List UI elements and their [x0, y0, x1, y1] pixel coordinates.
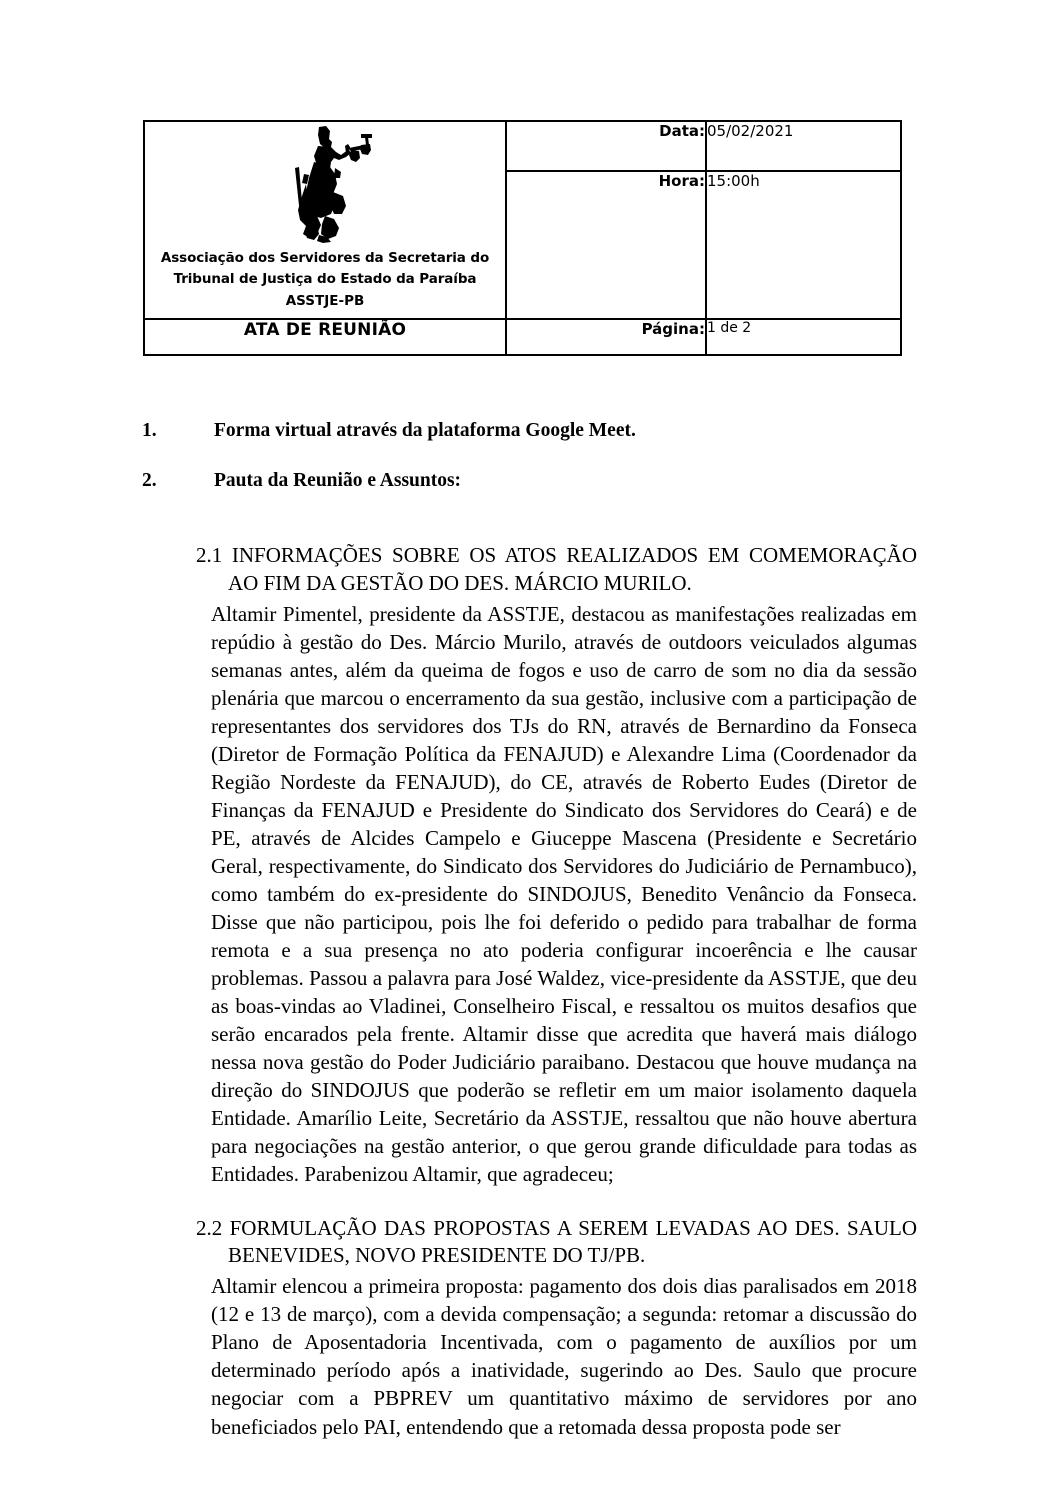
time-value: 15:00h — [706, 171, 901, 319]
item-number: 2. — [142, 470, 157, 491]
table-row — [144, 319, 901, 355]
organization-abbreviation: ASSTJE-PB — [285, 292, 365, 309]
justice-statue-logo-icon — [273, 122, 377, 244]
date-value: 05/02/2021 — [706, 121, 901, 171]
page-label: Página: — [506, 319, 706, 355]
page-value: 1 de 2 — [706, 319, 901, 355]
list-item — [0, 470, 1058, 492]
logo-cell — [144, 121, 506, 319]
item-text: Forma virtual através da plataforma Google Meet. — [214, 420, 636, 441]
time-label: Hora: — [506, 171, 706, 319]
organization-name-line1: Associação dos Servidores da Secretaria do — [160, 250, 490, 266]
section-heading-text: INFORMAÇÕES SOBRE OS ATOS REALIZADOS EM COMEMORAÇÃO AO FIM DA GESTÃO DO DES. MÁRCIO MURILO. — [228, 543, 917, 595]
organization-name-line2: Tribunal de Justiça do Estado da Paraíba — [173, 270, 477, 287]
document-body — [0, 420, 1058, 1441]
item-text: Pauta da Reunião e Assuntos: — [214, 470, 462, 491]
date-label: Data: — [506, 121, 706, 171]
section-body-2-1: Altamir Pimentel, presidente da ASSTJE, destacou as manifestações realizadas em repúdio à gestão do Des. Márcio Murilo, através de outdoors veiculados algumas semanas antes, além da queima de fogos e uso de carro de som no dia da sessão plenária que marcou o encerramento da sua gestão, inclusive com a participação de representantes dos servidores dos TJs do RN, através de Bernardino da Fonseca (Diretor de Formação Política da FENAJUD) e Alexandre Lima (Coordenador da Região Nordeste da FENAJUD), do CE, através de Roberto Eudes (Diretor de Finanças da FENAJUD e Presidente do Sindicato dos Servidores do Ceará) e de PE, através de Alcides Campelo e Giuceppe Mascena (Presidente e Secretário Geral, respectivamente, do Sindicato dos Servidores do Judiciário de Pernambuco), como também do ex-presidente do SINDOJUS, Benedito Venâncio da Fonseca. Disse que não participou, pois lhe foi deferido o pedido para trabalhar de forma remota e a sua presença no ato poderia configurar incoerência e lhe causar problemas. Passou a palavra para José Waldez, vice-presidente da ASSTJE, que deu as boas-vindas ao Vladinei, Conselheiro Fiscal, e ressaltou os muitos desafios que serão encarados pela frente. Altamir disse que acredita que haverá mais diálogo nessa nova gestão do Poder Judiciário paraibano. Destacou que houve mudança na direção do SINDOJUS que poderão se refletir em um maior isolamento daquela Entidade. Amarílio Leite, Secretário da ASSTJE, ressaltou que não houve abertura para negociações na gestão anterior, o que gerou grande dificuldade para todas as Entidades. Parabenizou Altamir, que agradeceu; — [211, 601, 917, 1187]
spacer — [0, 520, 1058, 542]
document-header-table — [143, 120, 902, 356]
document-title: ATA DE REUNIÃO — [144, 319, 506, 355]
section-heading-2-1 — [0, 542, 1058, 598]
section-heading-text: FORMULAÇÃO DAS PROPOSTAS A SEREM LEVADAS AO DES. SAULO BENEVIDES, NOVO PRESIDENTE DO TJ/PB. — [228, 1215, 917, 1268]
item-number: 1. — [142, 420, 157, 441]
table-row — [144, 121, 901, 171]
section-heading-2-2 — [0, 1215, 1058, 1271]
list-item — [0, 420, 1058, 442]
section-number: 2.1 — [196, 543, 223, 567]
section-number: 2.2 — [196, 1215, 223, 1240]
section-body-2-2: Altamir elencou a primeira proposta: pagamento dos dois dias paralisados em 2018 (12 e 13 de março), com a devida compensação; a segunda: retomar a discussão do Plano de Aposentadoria Incentivada, com o pagamento de auxílios por um determinado período após a inatividade, sugerindo ao Des. Saulo que procure negociar com a PBPREV um quantitativo máximo de servidores por ano beneficiados pelo PAI, entendendo que a retomada dessa proposta pode ser — [211, 1274, 917, 1439]
